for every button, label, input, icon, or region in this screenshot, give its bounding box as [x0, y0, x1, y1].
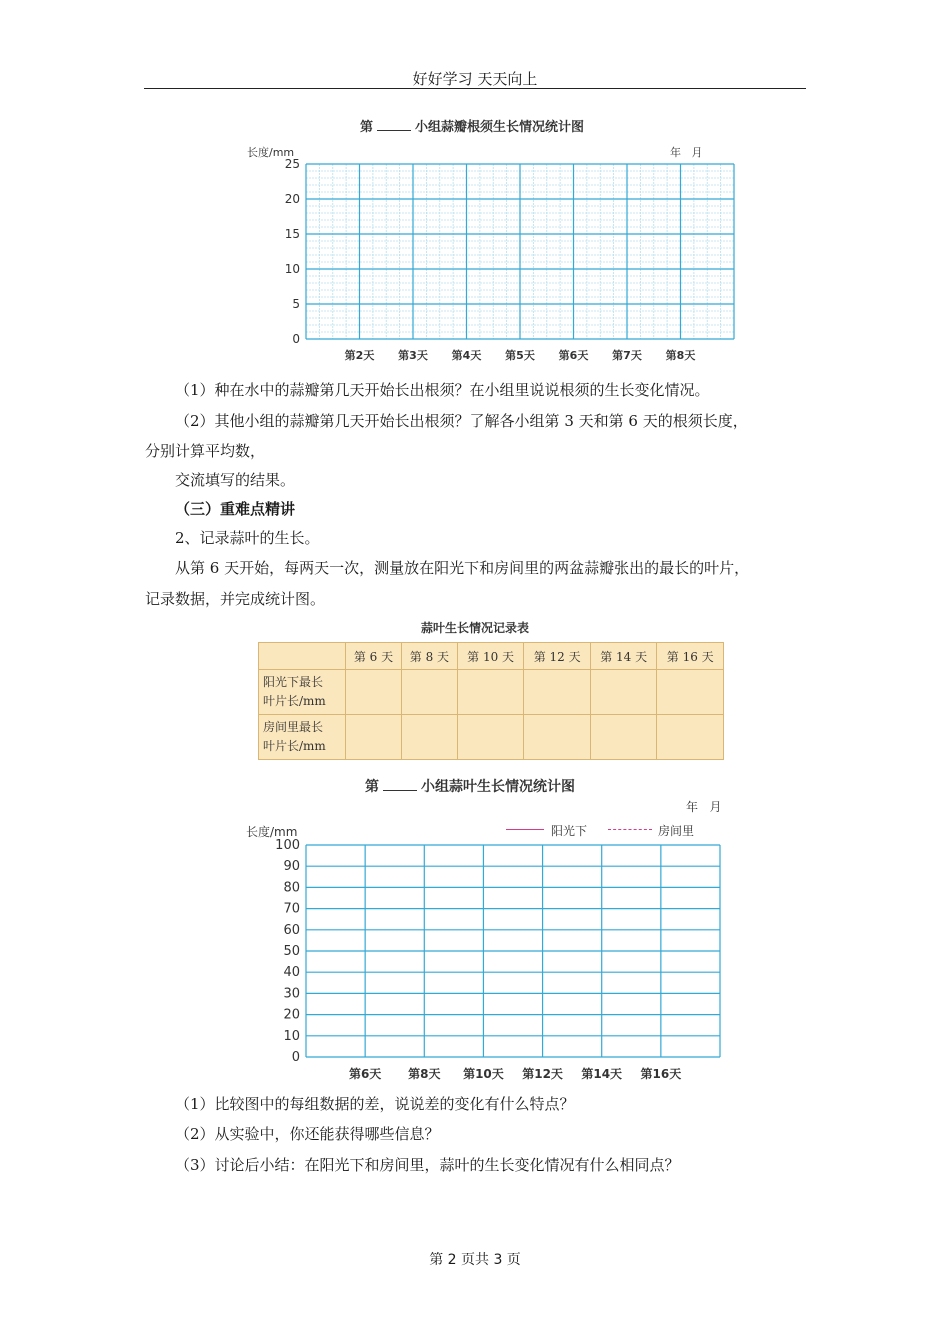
- table-cell[interactable]: [346, 670, 402, 715]
- x-tick-label: 第6天: [558, 349, 589, 362]
- question-1: （1）种在水中的蒜瓣第几天开始长出根须？在小组里说说根须的生长变化情况。: [175, 381, 710, 399]
- table-cell[interactable]: [524, 670, 591, 715]
- record-table: [258, 642, 724, 760]
- paragraph-line2: 记录数据，并完成统计图。: [145, 590, 326, 608]
- table-cell[interactable]: [401, 715, 457, 760]
- legend-sun-line: [506, 829, 544, 830]
- y-tick-label: 20: [284, 192, 300, 206]
- table-col-header: 第 10 天: [457, 643, 524, 670]
- x-tick-label: 第6天: [348, 1067, 382, 1081]
- y-tick-label: 70: [283, 901, 300, 917]
- x-tick-label: 第4天: [451, 349, 482, 362]
- legend-room-label: 房间里: [658, 824, 695, 838]
- y-tick-label: 10: [283, 1028, 300, 1044]
- x-tick-label: 第10天: [463, 1067, 504, 1081]
- legend-sun-label: 阳光下: [551, 824, 588, 838]
- question-2-line3: 交流填写的结果。: [175, 471, 296, 489]
- table-cell[interactable]: [524, 715, 591, 760]
- x-tick-label: 第3天: [398, 349, 428, 362]
- table-cell[interactable]: [401, 670, 457, 715]
- chart2-title-suffix: 小组蒜叶生长情况统计图: [421, 779, 575, 795]
- y-tick-label: 15: [284, 227, 300, 241]
- x-tick-label: 第8天: [665, 349, 696, 362]
- table-corner-cell: [259, 643, 346, 670]
- chart1-title-blank: [377, 118, 411, 131]
- table-col-header: 第 16 天: [657, 643, 724, 670]
- table-cell[interactable]: [657, 670, 724, 715]
- table-row-label: 阳光下最长 叶片长/mm: [259, 670, 346, 715]
- chart1-ylabel: 长度/mm: [247, 146, 295, 159]
- table-row: [259, 715, 724, 760]
- chart1-title-suffix: 小组蒜瓣根须生长情况统计图: [415, 120, 585, 135]
- question-2-line2: 分别计算平均数，: [145, 442, 266, 460]
- y-tick-label: 20: [283, 1007, 300, 1023]
- chart2-ylabel: 长度/mm: [246, 825, 298, 839]
- table-cell[interactable]: [457, 715, 524, 760]
- table-cell[interactable]: [590, 715, 657, 760]
- table-col-header: 第 14 天: [590, 643, 657, 670]
- y-tick-label: 5: [292, 297, 300, 311]
- table-cell[interactable]: [657, 715, 724, 760]
- y-tick-label: 60: [283, 922, 300, 938]
- y-tick-label: 90: [283, 859, 300, 875]
- table-cell[interactable]: [457, 670, 524, 715]
- table-title: 蒜叶生长情况记录表: [420, 621, 529, 635]
- chart2-title-blank: [383, 778, 417, 791]
- y-tick-label: 10: [284, 262, 300, 276]
- x-tick-label: 第16天: [640, 1067, 682, 1081]
- chart2-plot: [260, 836, 740, 1086]
- chart2-title: [365, 776, 575, 796]
- y-tick-label: 0: [291, 1050, 300, 1065]
- table-col-header: 第 12 天: [524, 643, 591, 670]
- x-tick-label: 第8天: [408, 1067, 441, 1081]
- bottom-question-3: （3）讨论后小结：在阳光下和房间里，蒜叶的生长变化情况有什么相同点？: [175, 1156, 680, 1174]
- y-tick-label: 30: [283, 986, 300, 1002]
- table-row-label: 房间里最长 叶片长/mm: [259, 715, 346, 760]
- header-rule: [144, 88, 806, 89]
- x-tick-label: 第2天: [344, 349, 375, 362]
- table-cell[interactable]: [590, 670, 657, 715]
- y-tick-label: 80: [283, 880, 300, 896]
- paragraph-line1: 从第 6 天开始，每两天一次，测量放在阳光下和房间里的两盆蒜瓣张出的最长的叶片，: [175, 559, 750, 577]
- item-2: 2、记录蒜叶的生长。: [175, 529, 320, 547]
- table-row: [259, 670, 724, 715]
- page-header: 好好学习 天天向上: [412, 70, 538, 88]
- legend-room-line: [608, 829, 652, 830]
- table-col-header: 第 8 天: [401, 643, 457, 670]
- question-2-line1: （2）其他小组的蒜瓣第几天开始长出根须？了解各小组第 3 天和第 6 天的根须长度，: [175, 412, 748, 430]
- table-header-row: [259, 643, 724, 670]
- chart1-year-month: 年 月: [670, 146, 703, 159]
- section-heading: （三）重难点精讲: [175, 500, 296, 518]
- y-tick-label: 40: [283, 965, 300, 981]
- page-footer: 第 2 页共 3 页: [429, 1252, 521, 1268]
- chart1-title-prefix: 第: [360, 120, 374, 135]
- x-tick-label: 第14天: [581, 1067, 623, 1081]
- y-tick-label: 0: [292, 332, 300, 346]
- table-col-header: 第 6 天: [346, 643, 402, 670]
- x-tick-label: 第7天: [612, 349, 642, 362]
- table-cell[interactable]: [346, 715, 402, 760]
- y-tick-label: 25: [284, 157, 300, 171]
- x-tick-label: 第12天: [522, 1067, 563, 1081]
- chart1-title: [360, 116, 584, 135]
- chart2-title-prefix: 第: [365, 779, 379, 795]
- y-tick-label: 50: [283, 944, 300, 959]
- x-tick-label: 第5天: [505, 349, 535, 362]
- bottom-question-1: （1）比较图中的每组数据的差，说说差的变化有什么特点？: [175, 1095, 575, 1113]
- bottom-question-2: （2）从实验中，你还能获得哪些信息？: [175, 1125, 440, 1143]
- chart1-plot: [240, 150, 750, 370]
- chart2-year-month: 年 月: [686, 800, 722, 814]
- y-tick-label: 100: [275, 838, 300, 853]
